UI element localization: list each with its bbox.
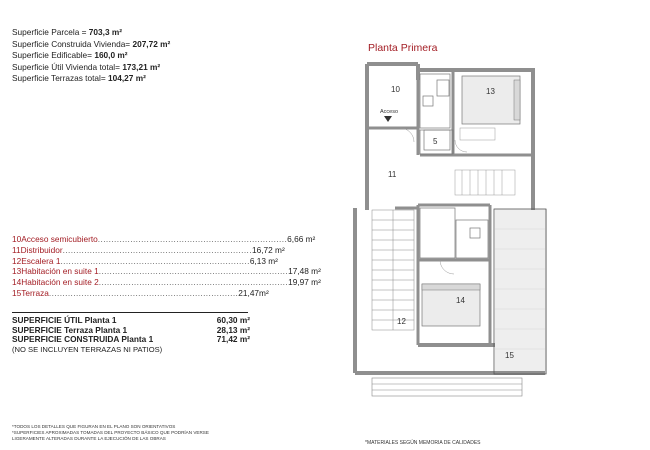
total-terraza-value: 28,13 m²: [216, 324, 250, 335]
bathroom-suite-2: [420, 208, 488, 258]
toilet: [423, 96, 433, 106]
room-number: 14: [12, 277, 22, 288]
footnote-line: *SUPERFICIES APROXIMADAS TOMADAS DEL PROYECTO BÁSICO QUE PODRÍAN VERSE: [12, 430, 209, 435]
room-label-13: 13: [486, 87, 495, 96]
footnote-line: LIGERAMENTE ALTERADAS DURANTE LA EJECUCIÓN DE LAS OBRAS: [12, 436, 166, 441]
total-construida-value: 71,42 m²: [216, 334, 250, 345]
room-leader-dots: ......................................................................: [60, 255, 250, 266]
footnote-line: *TODOS LOS DETALLES QUE FIGURAN EN EL PLANO SON ORIENTATIVOS: [12, 424, 176, 429]
access-label: Acceso: [380, 109, 399, 115]
room-number: 15: [12, 287, 22, 298]
total-util-label: SUPERFICIE ÚTIL Planta 1: [12, 315, 117, 325]
room-label-14: 14: [456, 296, 465, 305]
total-util-value: 60,30 m²: [216, 315, 250, 325]
plan-title: Planta Primera: [368, 42, 438, 54]
room-area: 19,97 m²: [288, 277, 321, 288]
room-name: Terraza: [21, 287, 49, 298]
room-number: 10: [12, 234, 22, 244]
room-leader-dots: ......................................................................: [98, 277, 289, 288]
summary-util: Superficie Útil Vivienda total= 173,21 m²: [12, 61, 161, 72]
room-label-5: 5: [433, 137, 438, 146]
room-label-15: 15: [505, 351, 514, 360]
bed-room-14: [422, 284, 480, 326]
total-construida-label: SUPERFICIE CONSTRUIDA Planta 1: [12, 334, 154, 345]
room-name: Acceso semicubierto: [21, 234, 98, 244]
washbasin: [437, 80, 449, 96]
room-area: 16,72 m²: [251, 244, 285, 255]
staircase: [372, 210, 414, 330]
room-label-12: 12: [397, 317, 406, 326]
summary-construida: Superficie Construida Vivienda= 207,72 m²: [12, 38, 171, 49]
room-number: 12: [12, 255, 22, 266]
room-leader-dots: ......................................................................: [62, 244, 252, 255]
room-label-10: 10: [391, 85, 400, 94]
summary-edificable: Superficie Edificable= 160,0 m²: [12, 50, 128, 61]
materials-note: *MATERIALES SEGÚN MEMORIA DE CALIDADES: [365, 440, 481, 446]
terrace-steps: [372, 378, 522, 396]
room-area: 21,47m²: [238, 287, 269, 298]
access-arrow-icon: [384, 116, 392, 122]
total-terraza-label: SUPERFICIE Terraza Planta 1: [12, 324, 128, 335]
summary-terrazas: Superficie Terrazas total= 104,27 m²: [12, 73, 146, 84]
room-area: 17,48 m²: [288, 266, 321, 277]
room-name: Habitación en suite 1: [21, 266, 99, 277]
summary-parcela: Superficie Parcela = 703,3 m²: [12, 27, 123, 37]
bed-room-13: [460, 76, 520, 140]
room-name: Escalera 1: [21, 255, 61, 266]
totals-note: (NO SE INCLUYEN TERRAZAS NI PATIOS): [12, 344, 163, 354]
room-label-11: 11: [388, 170, 397, 179]
room-area: 6,66 m²: [287, 234, 316, 244]
room-name: Distribuidor: [20, 244, 63, 255]
room-number: 11: [12, 244, 21, 255]
stair-void: [455, 170, 515, 195]
room-number: 13: [12, 266, 22, 277]
terrace-floor: [495, 209, 545, 373]
room-leader-dots: ......................................................................: [97, 234, 288, 244]
room-leader-dots: ......................................................................: [98, 266, 289, 277]
room-area: 6,13 m²: [249, 255, 278, 266]
room-name: Habitación en suite 2: [21, 277, 99, 288]
room-leader-dots: ......................................................................: [48, 287, 239, 298]
